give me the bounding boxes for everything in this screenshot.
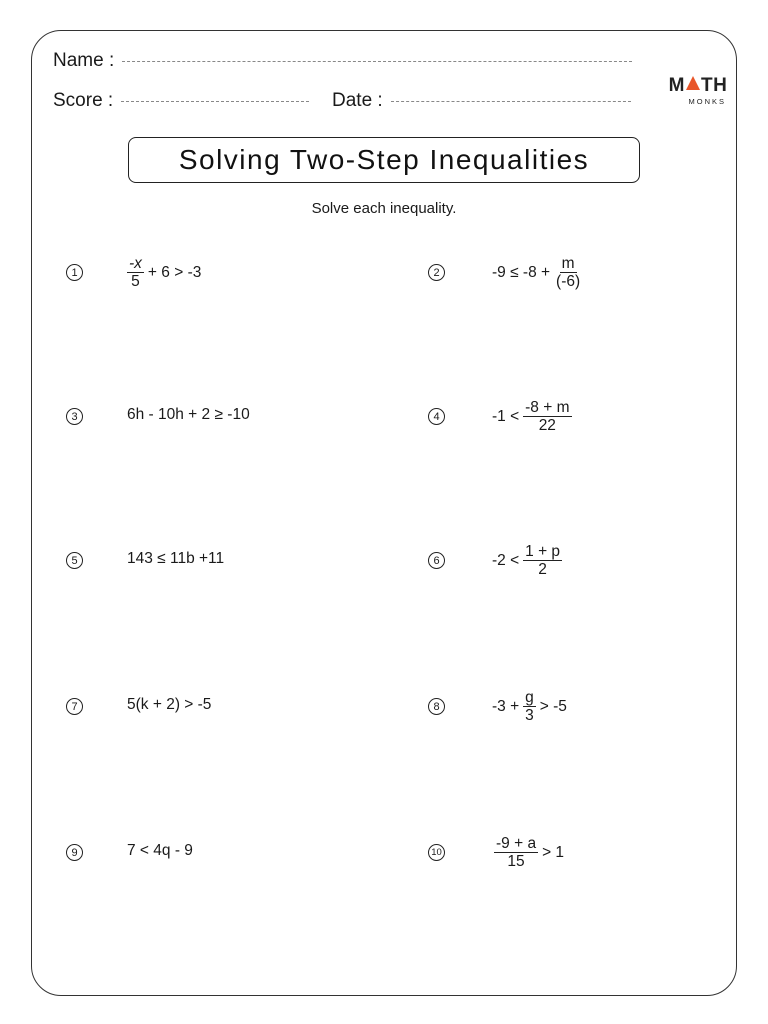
expression-text: -1 < [492,407,520,425]
date-label: Date : [332,90,383,111]
expression-text: > -5 [539,697,567,715]
problem-9-expression [127,842,193,860]
fraction-denominator: 3 [525,707,534,724]
expression-text: 6h - 10h + 2 ≥ -10 [127,406,250,423]
fraction [127,255,144,290]
name-field [53,50,632,72]
problem-3-expression [127,406,250,424]
problem-number-5: 5 [66,552,83,569]
fraction [523,689,536,724]
problem-number-3: 3 [66,408,83,425]
problem-number-4: 4 [428,408,445,425]
fraction-denominator: 15 [507,853,525,870]
expression-text: > 1 [542,843,565,861]
problem-5-expression [127,550,224,568]
problem-number-6: 6 [428,552,445,569]
date-blank-line[interactable] [391,100,631,102]
fraction-denominator: 5 [131,273,140,290]
name-blank-line[interactable] [122,60,632,62]
fraction-numerator: m [561,255,575,272]
expression-text: + 6 > -3 [147,263,202,281]
instructions: Solve each inequality. [311,200,457,217]
logo-triangle-icon [686,76,700,90]
problem-1-expression [127,255,201,290]
logo-subtitle: MONKS [688,97,726,106]
logo-letters-th: TH [701,75,728,96]
problem-number-1: 1 [66,264,83,281]
expression-text: 5(k + 2) > -5 [127,696,212,713]
logo-letter-m: M [668,75,685,96]
expression-text: -3 + [492,697,520,715]
problem-number-8: 8 [428,698,445,715]
problem-number-9: 9 [66,844,83,861]
problem-number-10: 10 [428,844,445,861]
problem-8-expression [492,689,567,724]
problem-number-7: 7 [66,698,83,715]
fraction [494,835,538,870]
name-label: Name : [53,50,115,71]
problem-10-expression [494,835,564,870]
fraction-denominator: 2 [538,561,547,578]
math-monks-logo [668,76,728,106]
expression-text: 143 ≤ 11b +11 [127,550,225,567]
fraction-numerator: -8 + m [525,399,570,416]
score-label: Score : [53,90,114,111]
problem-7-expression [127,696,211,714]
problem-2-expression [492,255,586,290]
score-field [53,90,309,112]
fraction-denominator: 22 [538,417,556,434]
fraction [523,543,562,578]
expression-text: -2 < [492,551,520,569]
title-box [128,137,640,183]
fraction [554,255,582,290]
problem-4-expression [492,399,576,434]
fraction-numerator: -x [129,255,142,272]
expression-text: -9 ≤ -8 + [492,263,551,281]
expression-text: 7 < 4q - 9 [127,842,193,859]
fraction-numerator: -9 + a [496,835,537,852]
fraction-numerator: 1 + p [525,543,561,560]
fraction-numerator: g [525,689,534,706]
fraction-denominator: (-6) [556,273,581,290]
logo-wordmark [668,76,728,96]
date-field [332,90,631,112]
problem-number-2: 2 [428,264,445,281]
fraction [523,399,571,434]
score-blank-line[interactable] [121,100,309,102]
problem-6-expression [492,543,566,578]
page-title: Solving Two-Step Inequalities [178,144,590,175]
